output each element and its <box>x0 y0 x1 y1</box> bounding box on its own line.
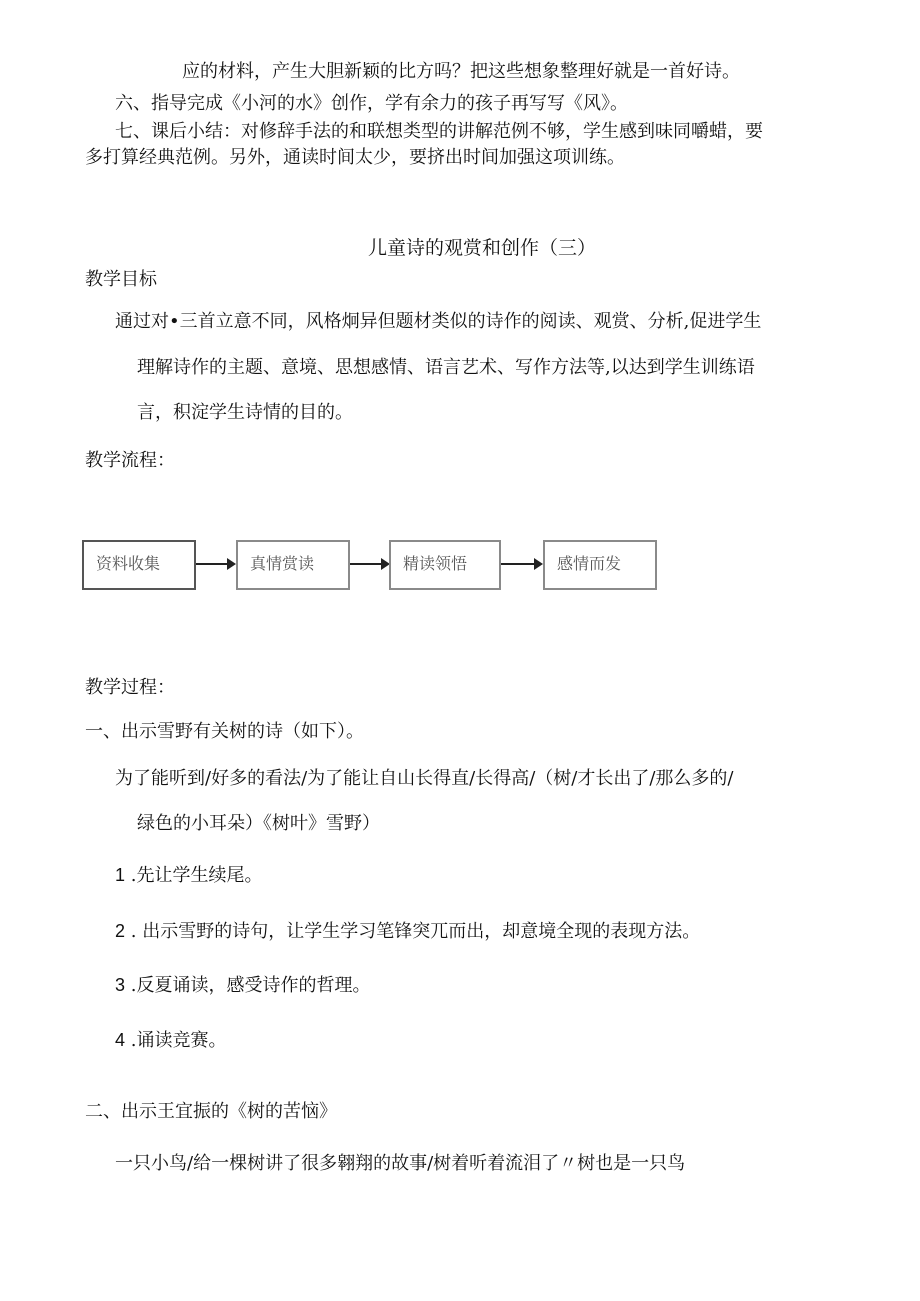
flow-arrow <box>501 563 541 565</box>
list-item <box>115 1028 226 1053</box>
list-item-number: 3 <box>115 975 126 995</box>
flow-step-box: 资料收集 <box>82 540 196 590</box>
goals-line: 理解诗作的主题、意境、思想感情、语言艺术、写作方法等,以达到学生训练语 <box>137 357 755 378</box>
list-item-text: . 出示雪野的诗句，让学生学习笔锋突兀而出，却意境全现的表现方法。 <box>130 921 701 942</box>
paragraph-line: 应的材料，产生大胆新颖的比方吗？把这些想象整理好就是一首好诗。 <box>182 61 740 82</box>
list-item <box>115 973 370 998</box>
poem-line: 为了能听到/好多的看法/为了能让自山长得直/长得高/（树/才长出了/那么多的/ <box>115 768 734 789</box>
goals-line: 通过对•三首立意不同，风格炯异但题材类似的诗作的阅读、观赏、分析,促进学生 <box>115 311 762 332</box>
flow-arrow <box>350 563 388 565</box>
list-item-text: .反夏诵读，感受诗作的哲理。 <box>130 975 371 996</box>
flow-heading: 教学流程： <box>85 450 175 471</box>
flow-arrow <box>196 563 234 565</box>
process-heading: 教学过程： <box>85 677 175 698</box>
list-item <box>115 863 262 888</box>
section-two-title: 二、出示王宜振的《树的苦恼》 <box>85 1101 337 1122</box>
poem-line: 绿色的小耳朵）《树叶》雪野） <box>137 813 380 834</box>
document-title: 儿童诗的观赏和创作（三） <box>368 237 597 259</box>
list-item-text: .诵读竞赛。 <box>130 1030 227 1051</box>
list-item-text: .先让学生续尾。 <box>130 865 263 886</box>
step-six-line: 六、指导完成《小河的水》创作，学有余力的孩子再写写《风》。 <box>115 93 628 114</box>
poem-line: 一只小鸟/给一棵树讲了很多翱翔的故事/树着听着流泪了〃树也是一只鸟 <box>115 1153 686 1174</box>
list-item <box>115 919 700 944</box>
goals-heading: 教学目标 <box>85 269 157 290</box>
flow-step-box: 真情赏读 <box>236 540 350 590</box>
list-item-number: 4 <box>115 1030 126 1050</box>
summary-line: 七、课后小结：对修辞手法的和联想类型的讲解范例不够，学生感到味同嚼蜡，要 <box>115 121 763 142</box>
flow-step-box: 感情而发 <box>543 540 657 590</box>
summary-line-continued: 多打算经典范例。另外，通读时间太少，要挤出时间加强这项训练。 <box>85 147 625 168</box>
list-item-number: 2 <box>115 921 126 941</box>
flow-step-box: 精读领悟 <box>389 540 501 590</box>
list-item-number: 1 <box>115 865 126 885</box>
section-one-title: 一、出示雪野有关树的诗（如下）。 <box>85 721 364 742</box>
goals-line: 言，积淀学生诗情的目的。 <box>137 402 353 423</box>
